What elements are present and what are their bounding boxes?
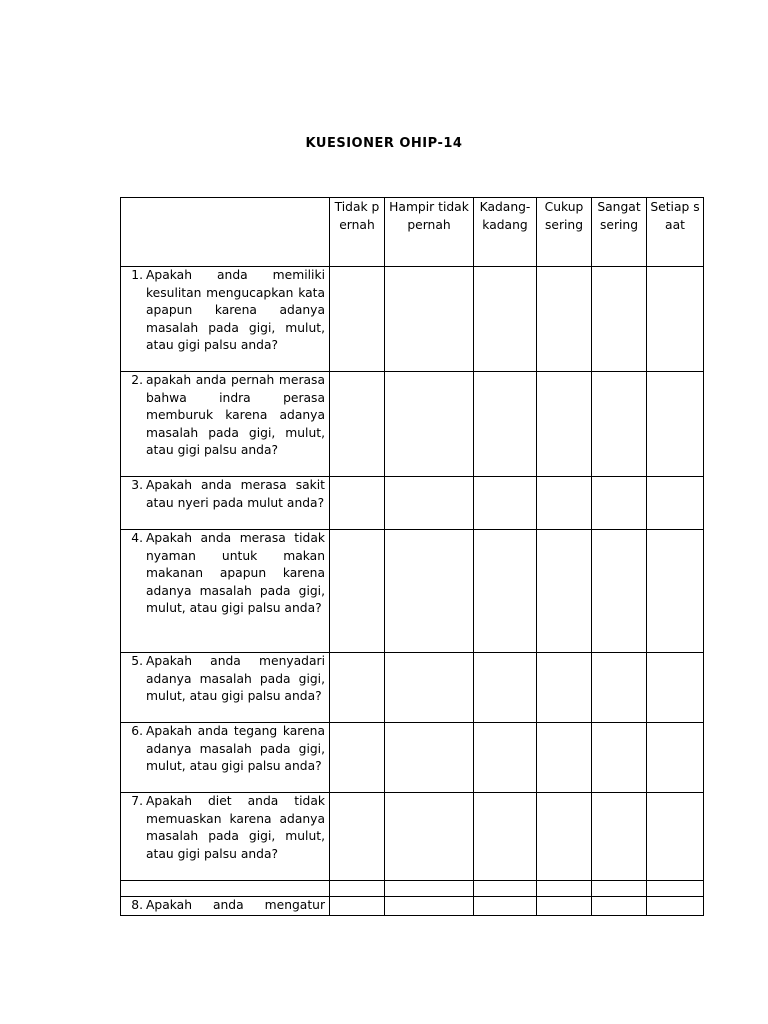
answer-cell[interactable] [537, 267, 592, 372]
answer-cell[interactable] [647, 530, 704, 653]
header-question-cell [121, 198, 330, 267]
answer-cell[interactable] [474, 653, 537, 723]
question-text: Apakah anda memiliki kesulitan mengucapkan kata apapun karena adanya masalah pada gigi, mulut, atau gigi palsu anda? [146, 268, 325, 352]
answer-cell[interactable] [330, 897, 385, 916]
answer-cell[interactable] [474, 372, 537, 477]
document-title: KUESIONER OHIP-14 [305, 136, 463, 151]
answer-cell[interactable] [647, 897, 704, 916]
answer-cell[interactable] [537, 897, 592, 916]
answer-cell[interactable] [537, 793, 592, 881]
answer-cell[interactable] [330, 723, 385, 793]
answer-cell[interactable] [592, 653, 647, 723]
answer-cell[interactable] [385, 372, 474, 477]
answer-cell[interactable] [385, 793, 474, 881]
question-row-6 [121, 723, 704, 793]
answer-cell[interactable] [330, 793, 385, 881]
answer-cell[interactable] [330, 477, 385, 530]
question-text: Apakah anda menyadari adanya masalah pada gigi, mulut, atau gigi palsu anda? [146, 654, 325, 703]
question-row-2 [121, 372, 704, 477]
answer-cell[interactable] [537, 530, 592, 653]
question-number: 8. [131, 898, 143, 912]
answer-cell[interactable] [537, 477, 592, 530]
header-cukup-sering: Cukup sering [537, 198, 592, 267]
answer-cell[interactable] [385, 723, 474, 793]
answer-cell[interactable] [647, 653, 704, 723]
answer-cell[interactable] [474, 793, 537, 881]
answer-cell[interactable] [474, 530, 537, 653]
answer-cell[interactable] [330, 267, 385, 372]
question-row-8 [121, 897, 704, 916]
answer-cell[interactable] [647, 723, 704, 793]
answer-cell[interactable] [647, 267, 704, 372]
answer-cell[interactable] [592, 477, 647, 530]
question-text: Apakah diet anda tidak memuaskan karena adanya masalah pada gigi, mulut, atau gigi palsu anda? [146, 794, 325, 861]
question-text: apakah anda pernah merasa bahwa indra perasa memburuk karena adanya masalah pada gigi, mulut, atau gigi palsu anda? [146, 373, 325, 457]
header-hampir-tidak-pernah: Hampir tidak pernah [385, 198, 474, 267]
question-number: 4. [131, 531, 143, 545]
answer-cell[interactable] [385, 653, 474, 723]
question-number: 6. [131, 724, 143, 738]
answer-cell[interactable] [592, 267, 647, 372]
question-text: Apakah anda merasa sakit atau nyeri pada mulut anda? [146, 478, 325, 510]
question-row-5 [121, 653, 704, 723]
answer-cell[interactable] [592, 897, 647, 916]
answer-cell[interactable] [385, 267, 474, 372]
question-number: 3. [131, 478, 143, 492]
question-number: 5. [131, 654, 143, 668]
question-text: Apakah anda mengatur [146, 898, 325, 912]
answer-cell[interactable] [474, 723, 537, 793]
header-setiap-saat: Setiap saat [647, 198, 704, 267]
question-row-4 [121, 530, 704, 653]
answer-cell[interactable] [592, 723, 647, 793]
answer-cell[interactable] [330, 530, 385, 653]
answer-cell[interactable] [474, 477, 537, 530]
answer-cell[interactable] [385, 530, 474, 653]
answer-cell[interactable] [385, 477, 474, 530]
answer-cell[interactable] [330, 653, 385, 723]
header-row [121, 198, 704, 267]
answer-cell[interactable] [592, 530, 647, 653]
answer-cell[interactable] [592, 372, 647, 477]
answer-cell[interactable] [537, 653, 592, 723]
answer-cell[interactable] [330, 372, 385, 477]
answer-cell[interactable] [647, 793, 704, 881]
answer-cell[interactable] [474, 267, 537, 372]
question-row-1 [121, 267, 704, 372]
questionnaire-table [120, 197, 704, 916]
answer-cell[interactable] [474, 897, 537, 916]
question-text: Apakah anda merasa tidak nyaman untuk makan makanan apapun karena adanya masalah pada gigi, mulut, atau gigi palsu anda? [146, 531, 325, 615]
question-row-3 [121, 477, 704, 530]
header-tidak-pernah: Tidak pernah [330, 198, 385, 267]
answer-cell[interactable] [647, 372, 704, 477]
answer-cell[interactable] [385, 897, 474, 916]
question-row-7 [121, 793, 704, 881]
question-text: Apakah anda tegang karena adanya masalah pada gigi, mulut, atau gigi palsu anda? [146, 724, 325, 773]
spacer-row [121, 881, 704, 897]
question-number: 2. [131, 373, 143, 387]
question-number: 1. [131, 268, 143, 282]
answer-cell[interactable] [537, 372, 592, 477]
answer-cell[interactable] [592, 793, 647, 881]
header-kadang-kadang: Kadang-kadang [474, 198, 537, 267]
answer-cell[interactable] [537, 723, 592, 793]
question-number: 7. [131, 794, 143, 808]
header-sangat-sering: Sangat sering [592, 198, 647, 267]
answer-cell[interactable] [647, 477, 704, 530]
